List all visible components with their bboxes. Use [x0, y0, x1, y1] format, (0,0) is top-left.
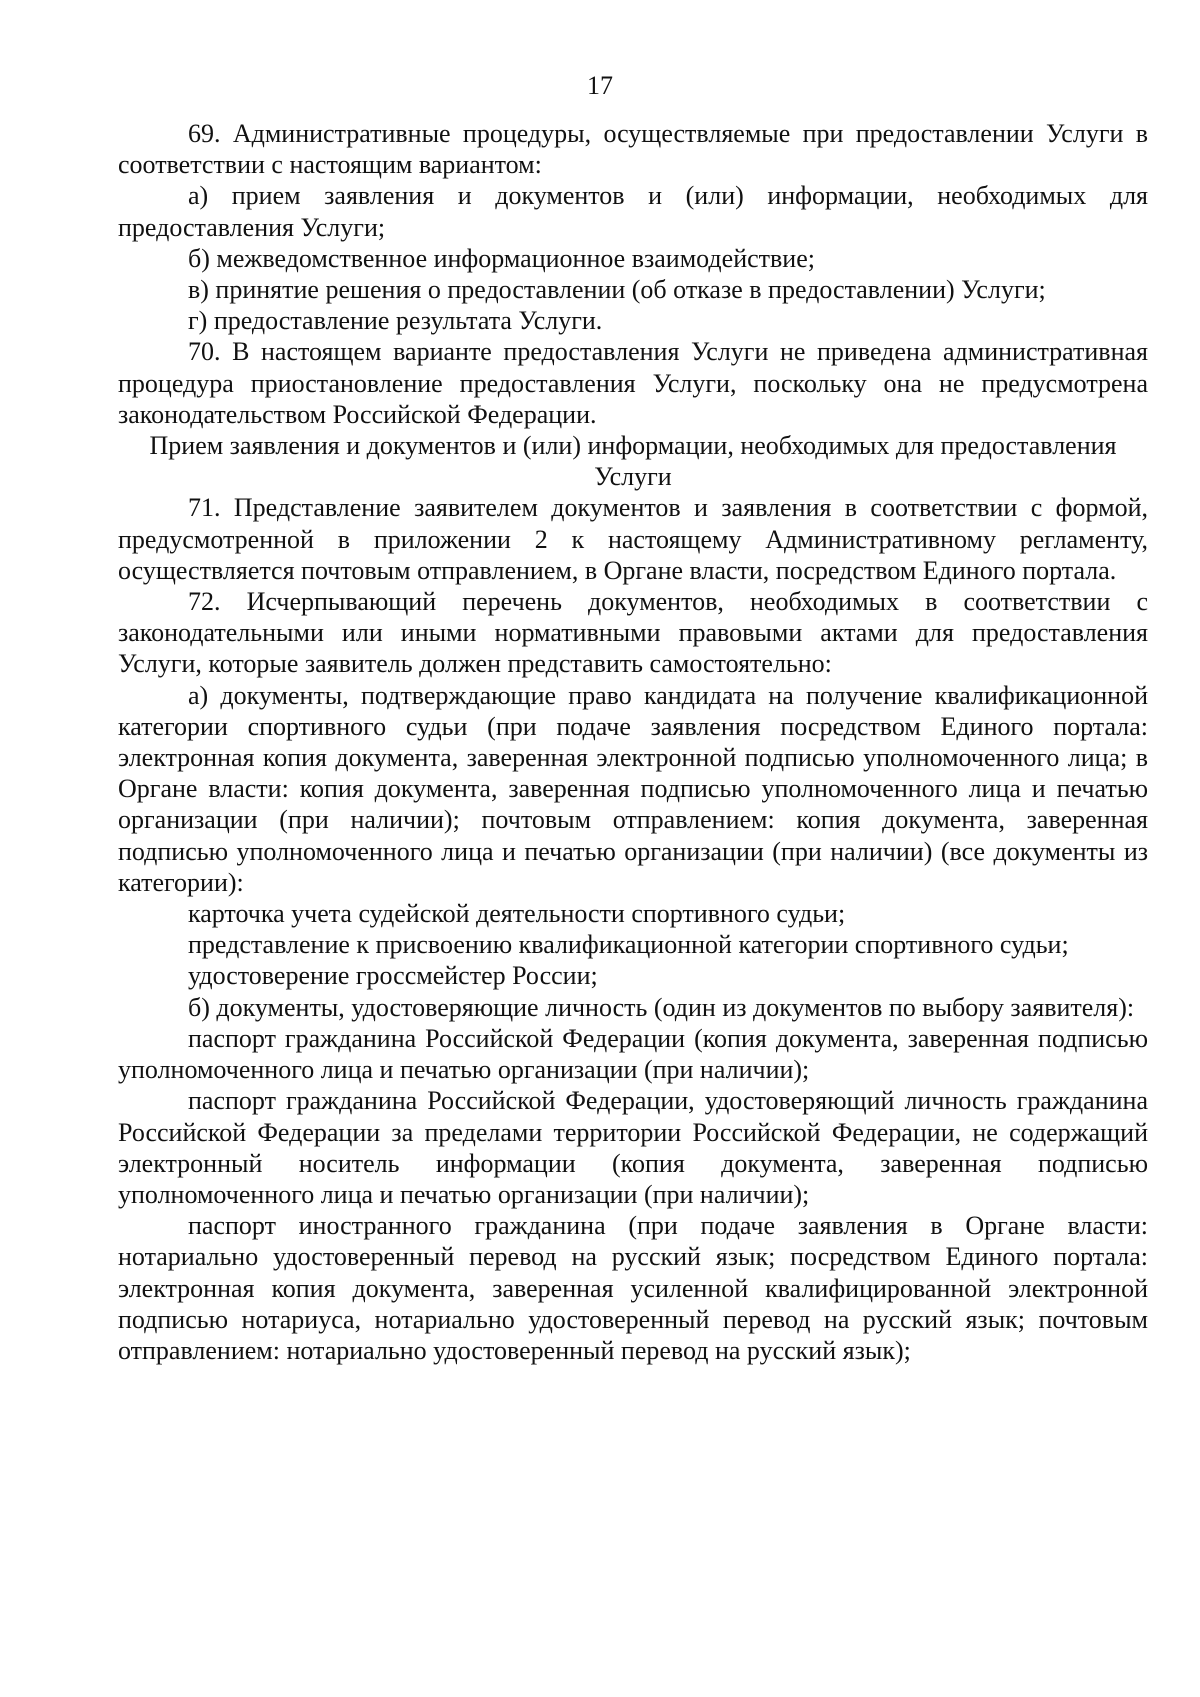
list-item-g: г) предоставление результата Услуги. [188, 306, 603, 336]
document-item: удостоверение гроссмейстер России; [188, 961, 598, 991]
page-number: 17 [587, 71, 613, 100]
list-item-v: в) принятие решения о предоставлении (об отказе в предоставлении) Услуги; [188, 275, 1046, 305]
paragraph-71: 71. Представление заявителем документов и заявления в соответствии с формой, предусмотренной в приложении 2 к настоящему Административному регламенту, осуществляется почтовым отправлением, в Органе власти, посредством Единого портала. [118, 493, 1148, 585]
paragraph-72: 72. Исчерпывающий перечень документов, необходимых в соответствии с законодательными или иными нормативными правовыми актами для предоставления Услуги, которые заявитель должен представить самостоятельно: [118, 587, 1148, 679]
section-heading: Прием заявления и документов и (или) информации, необходимых для предоставления Услуги [149, 431, 1117, 492]
document-item: представление к присвоению квалификационной категории спортивного судьи; [188, 930, 1069, 960]
document-item: карточка учета судейской деятельности спортивного судьи; [188, 899, 846, 929]
document-body [118, 118, 1148, 1366]
document-item: паспорт гражданина Российской Федерации, удостоверяющий личность гражданина Российской Федерации за пределами территории Российской Федерации, не содержащий электронный носитель информации (копия документа, заверенная подписью уполномоченного лица и печатью организации (при наличии); [118, 1086, 1148, 1209]
document-item: паспорт иностранного гражданина (при подаче заявления в Органе власти: нотариально удостоверенный перевод на русский язык; посредством Единого портала: электронная копия документа, заверенная усиленной квалифицированной электронной подписью нотариуса, нотариально удостоверенный перевод на русский язык; почтовым отправлением: нотариально удостоверенный перевод на русский язык); [118, 1211, 1148, 1365]
list-item-a-documents: а) документы, подтверждающие право кандидата на получение квалификационной категории спортивного судьи (при подаче заявления посредством Единого портала: электронная копия документа, заверенная электронной подписью уполномоченного лица; в Органе власти: копия документа, заверенная подписью уполномоченного лица и печатью организации (при наличии); почтовым отправлением: копия документа, заверенная подписью уполномоченного лица и печатью организации (при наличии) (все документы из категории): [118, 680, 1148, 897]
document-item: паспорт гражданина Российской Федерации (копия документа, заверенная подписью уполномоченного лица и печатью организации (при наличии); [118, 1023, 1148, 1085]
list-item-b-identity: б) документы, удостоверяющие личность (один из документов по выбору заявителя): [188, 992, 1135, 1022]
list-item-a: а) прием заявления и документов и (или) информации, необходимых для предоставления Услуги; [118, 181, 1148, 242]
paragraph-69-intro: 69. Административные процедуры, осуществляемые при предоставлении Услуги в соответствии с настоящим вариантом: [118, 119, 1148, 180]
list-item-b: б) межведомственное информационное взаимодействие; [188, 243, 815, 273]
paragraph-70: 70. В настоящем варианте предоставления Услуги не приведена административная процедура приостановление предоставления Услуги, поскольку она не предусмотрена законодательством Российской Федерации. [118, 337, 1148, 429]
